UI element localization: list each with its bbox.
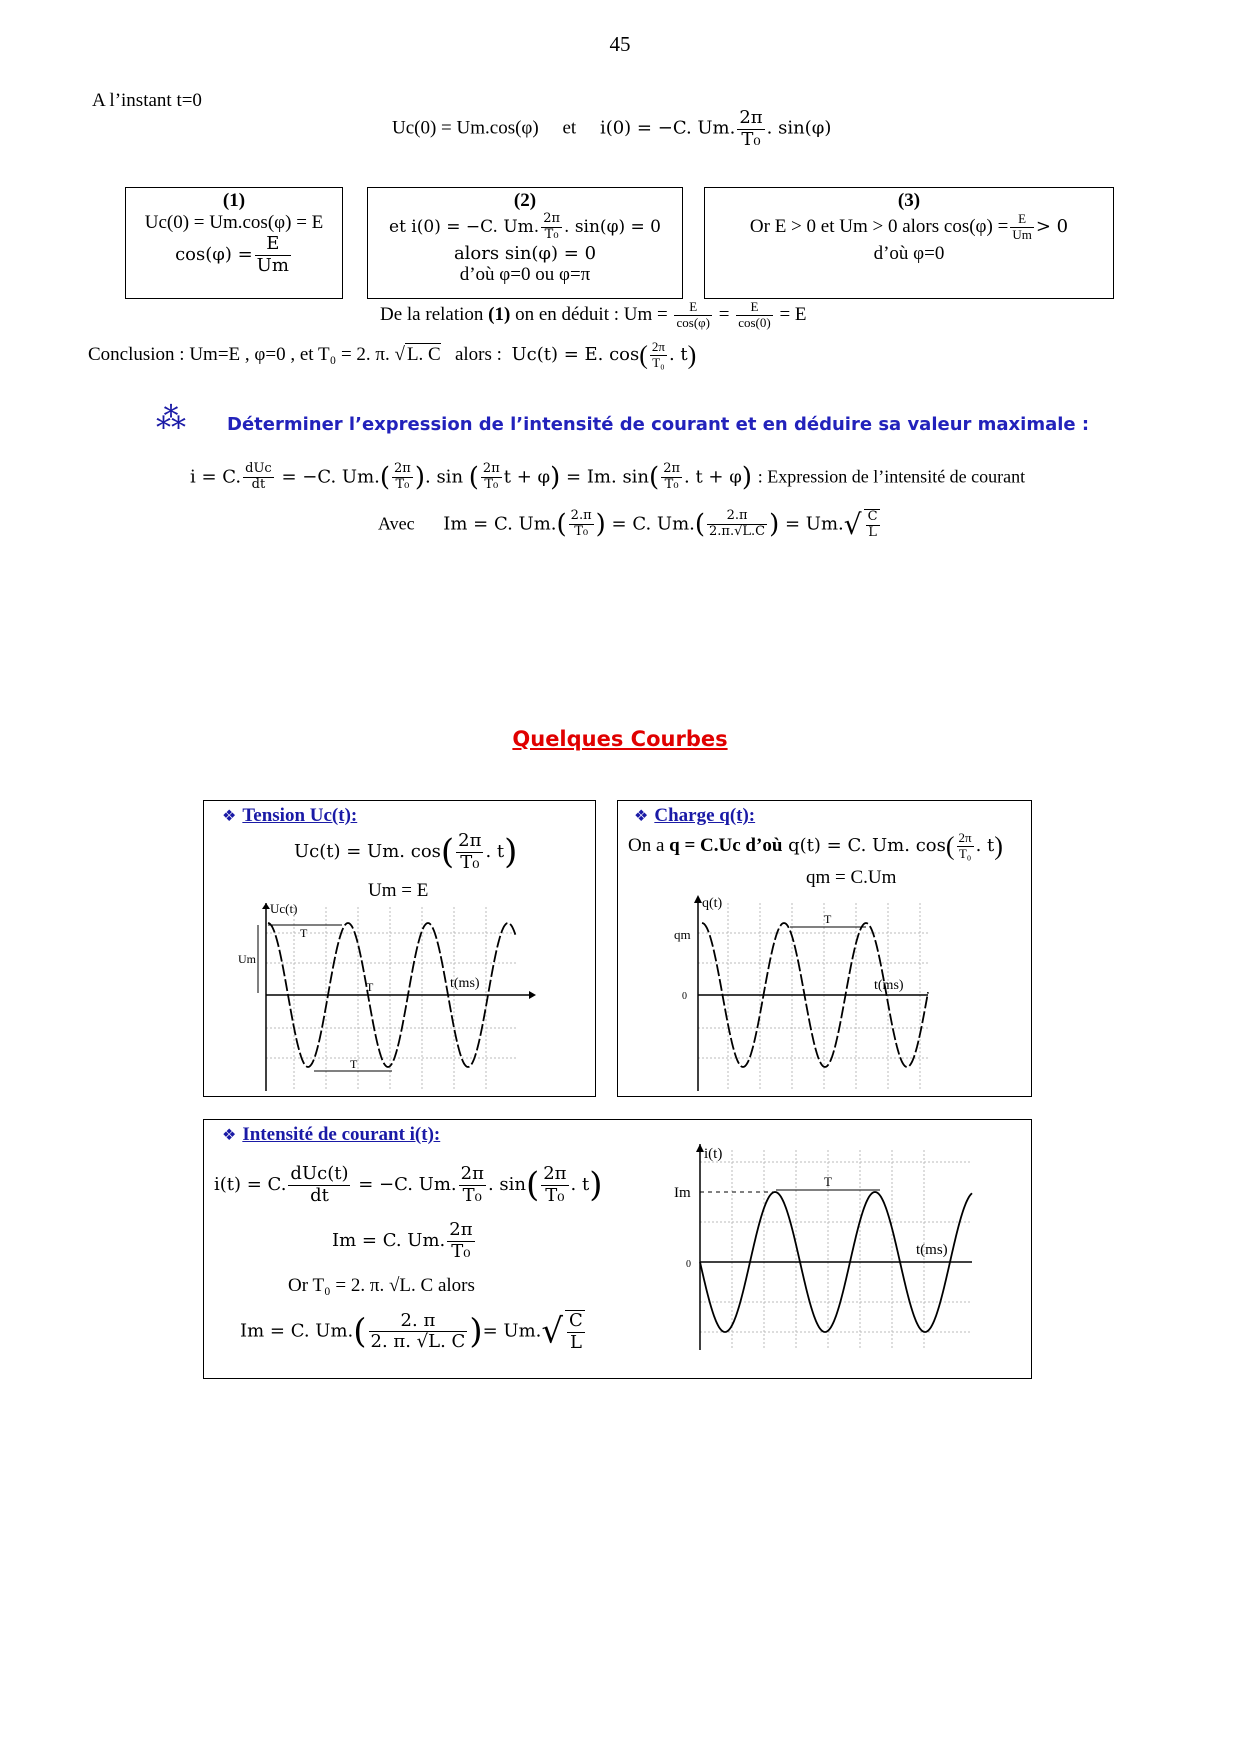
panel-intensite <box>203 1119 1032 1379</box>
charge-sub: qm = C.Um <box>806 867 897 888</box>
tension-sub: Um = E <box>368 880 429 901</box>
intensite-zero-label: 0 <box>686 1259 691 1270</box>
panel-charge <box>617 800 1032 1097</box>
tension-y-label: Uc(t) <box>270 901 298 916</box>
diamond-icon: ❖ <box>634 808 649 825</box>
charge-formula: On a q = C.Uc d’où q(t) = C. Um. cos( $\frac{2\pi}{\text{T₀}}$ . t) <box>628 830 1003 861</box>
tension-amp-label: Um <box>238 952 256 966</box>
intensite-amp-label: Im <box>674 1185 691 1201</box>
intensite-formula-3: Or T₀ = 2. π. √L. C alors <box>288 1275 475 1296</box>
condition-box-2: (2) et i(0) = −C. Um. $\frac{2\pi}{\text{T₀}}$ . sin(φ) = 0 alors sin(φ) = 0 d’où φ=0 ou φ=π <box>367 187 683 299</box>
section-title: Déterminer l’expression de l’intensité de courant et en déduire sa valeur maximale : <box>227 414 1090 435</box>
svg-text:T: T <box>824 912 832 926</box>
intensite-graph <box>674 1142 974 1352</box>
charge-x-label: t(ms) <box>874 978 904 993</box>
intensite-formula-1: i(t) = C. $\frac{\text{dUc(t)}}{dt}$ = −C. Um. $\frac{2\pi}{\text{T₀}}$ . sin( $\frac{2\pi}{\text{T₀}}$ . t) <box>214 1163 603 1206</box>
im-expression: Avec Im = C. Um.( $\frac{2.\pi}{\text{T₀}}$ ) = C. Um.( $\frac{2.\pi}{2.\pi.√L.C}$ ) = Um.√ $\frac{C}{L}$ <box>378 508 878 541</box>
panel-tension <box>203 800 596 1097</box>
charge-amp-label: qm <box>674 927 691 942</box>
svg-text:T: T <box>350 1057 358 1071</box>
charge-zero-label: 0 <box>682 991 687 1002</box>
condition-box-3: (3) Or E > 0 et Um > 0 alors cos(φ) = $\frac{E}{Um}$ > 0 d’où φ=0 <box>704 187 1114 299</box>
tension-x-label: t(ms) <box>450 976 480 991</box>
intensite-x-label: t(ms) <box>916 1242 948 1258</box>
tension-title: Tension Uc(t): <box>242 805 358 826</box>
courbes-title: Quelques Courbes <box>512 727 728 751</box>
diamond-icon: ❖ <box>222 1127 237 1144</box>
charge-y-label: q(t) <box>702 896 723 911</box>
intensite-title: Intensité de courant i(t): <box>242 1124 441 1145</box>
charge-graph <box>674 893 933 1093</box>
tension-graph <box>238 901 536 1093</box>
intro-text: A l’instant t=0 <box>92 90 202 111</box>
intensite-formula-4: Im = C. Um.( $\frac{2. \pi}{2. \pi. √L. C}$ )= Um.√ $\frac{C}{L}$ <box>240 1309 583 1353</box>
svg-text:T: T <box>300 926 308 940</box>
condition-box-1: (1) Uc(0) = Um.cos(φ) = E cos(φ) = $\frac{E}{Um}$ <box>125 187 343 299</box>
svg-text:T: T <box>366 980 374 994</box>
conclusion-line: Conclusion : Um=E , φ=0 , et T₀ = 2. π. √ L. C alors : Uc(t) = E. cos( $\frac{2\pi}{\text{T₀}}$ . t) <box>88 339 697 370</box>
intensite-y-label: i(t) <box>704 1146 723 1162</box>
section-marker-icon: ⁂ <box>156 402 186 435</box>
initial-equation: Uc(0) = Um.cos(φ) et i(0) = −C. Um. $\frac{2\pi}{\text{T₀}}$ . sin(φ) <box>392 107 832 150</box>
svg-text:T: T <box>824 1174 832 1189</box>
diamond-icon: ❖ <box>222 808 237 825</box>
current-expression: i = C. $\frac{\text{dUc}}{dt}$ = −C. Um.( $\frac{2\pi}{\text{T₀}}$ ). sin ( $\frac{2\pi}{\text{T₀}}$ t + φ) = Im. sin( $\frac{2\pi}{\text{T₀}}$ . t + φ) : Expression de l’intensité de courant <box>190 461 1026 493</box>
relation-line: De la relation (1) on en déduit : Um = $\frac{E}{\cos(\varphi)}$ = $\frac{E}{\cos(0)}$ = E <box>380 299 807 330</box>
intensite-formula-2: Im = C. Um. $\frac{2\pi}{\text{T₀}}$ <box>332 1219 473 1262</box>
charge-title: Charge q(t): <box>654 805 756 826</box>
page-number: 45 <box>609 32 631 56</box>
tension-formula: Uc(t) = Um. cos( $\frac{2\pi}{\text{T₀}}$ . t) <box>294 830 518 873</box>
